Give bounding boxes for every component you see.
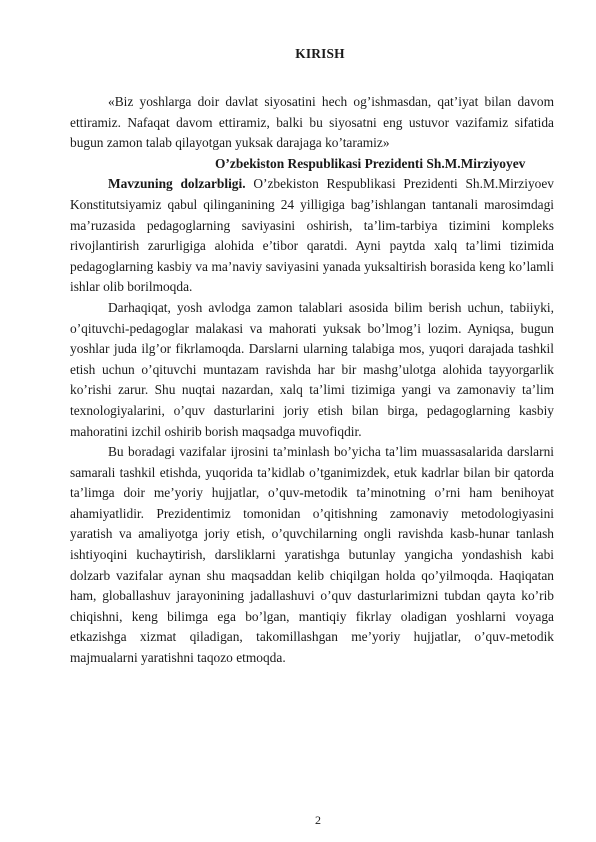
document-page (70, 0, 554, 842)
epigraph-author: O’zbekiston Respublikasi Prezidenti Sh.M.Mirziyoyev (215, 155, 526, 171)
paragraph-relevance-text: O’zbekiston Respublikasi Prezidenti Sh.M.Mirziyoev Konstitutsiyamiz qabul qilinganining 24 yilligiga bag’ishlangan tantanali marosimdagi ma’ruzasida pedagoglarning saviyasini oshirish, ta’lim-tarbiya tizimini kompleks rivojlantirish zarurligiga alohida e’tibor qaratdi. Ayni paytda xalq ta’limi tizimida pedagoglarning kasbiy va ma’naviy saviyasini yanada yuksaltirish borasida keng ko’lamli ishlar olib borilmoqda. (70, 176, 554, 295)
paragraph-lead: Mavzuning dolzarbligi. (108, 176, 246, 192)
section-title: KIRISH (295, 46, 345, 61)
paragraph-2: Darhaqiqat, yosh avlodga zamon talablari asosida bilim berish uchun, tabiiyki, o’qituvchi-pedagoglar malakasi va mahorati yuksak bo’lmog’i lozim. Ayniqsa, bugun yoshlar juda ilg’or fikrlamoqda. Darslarni ularning talabiga mos, yuqori darajada tashkil etish uchun o’qituvchi muntazam ravishda har bir mashg’ulotga alohida tayyorgarlik ko’rishi zarur. Shu nuqtai nazardan, xalq ta’limi tizimiga yangi va zamonaviy ta’lim texnologiyalarini, o’quv dasturlarini joriy etish bilan birga, pedagoglarning kasbiy mahoratini izchil oshirib borish maqsadga muvofiqdir. (70, 299, 554, 439)
body-text (70, 92, 554, 669)
paragraph-relevance (70, 174, 554, 298)
epigraph-quote: «Biz yoshlarga doir davlat siyosatini hech og’ishmasdan, qat’iyat bilan davom ettiramiz. Nafaqat davom ettiramiz, balki bu siyosatni eng ustuvor vazifamiz sifatida bugun zamon talab qilayotgan yuksak darajaga ko’taramiz» (70, 94, 554, 151)
paragraph-3: Bu boradagi vazifalar ijrosini ta’minlash bo’yicha ta’lim muassasalarida darslarni samarali tashkil etishda, yuqorida ta’kidlab o’tganimizdek, etuk kadrlar bilan bir qatorda ta’limga doir me’yoriy hujjatlar, o’quv-metodik ta’minotning o’rni ham benihoyat ahamiyatlidir. Prezidentimiz tomonidan o’qitishning zamonaviy metodologiyasini yaratish va amaliyotga joriy etish, o’quvchilarning ongli ravishda kasb-hunar tanlash ishtiyoqini kuchaytirish, darsliklarni yaratishga butunlay yangicha yondashish kabi dolzarb vazifalar aynan shu maqsaddan kelib chiqilgan holda qo’yilmoqda. Haqiqatan ham, globallashuv jarayonining jadallashuvi o’quv dasturlarimizni tubdan qayta ko’rib chiqishni, keng bilimga ega bo’lgan, mantiqiy fikrlay oladigan yoshlarni voyaga etkazishga xizmat qiladigan, takomillashgan me’yoriy hujjatlar, o’quv-metodik majmualarni yaratishni taqozo etmoqda. (70, 444, 554, 666)
page-number: 2 (315, 813, 321, 827)
